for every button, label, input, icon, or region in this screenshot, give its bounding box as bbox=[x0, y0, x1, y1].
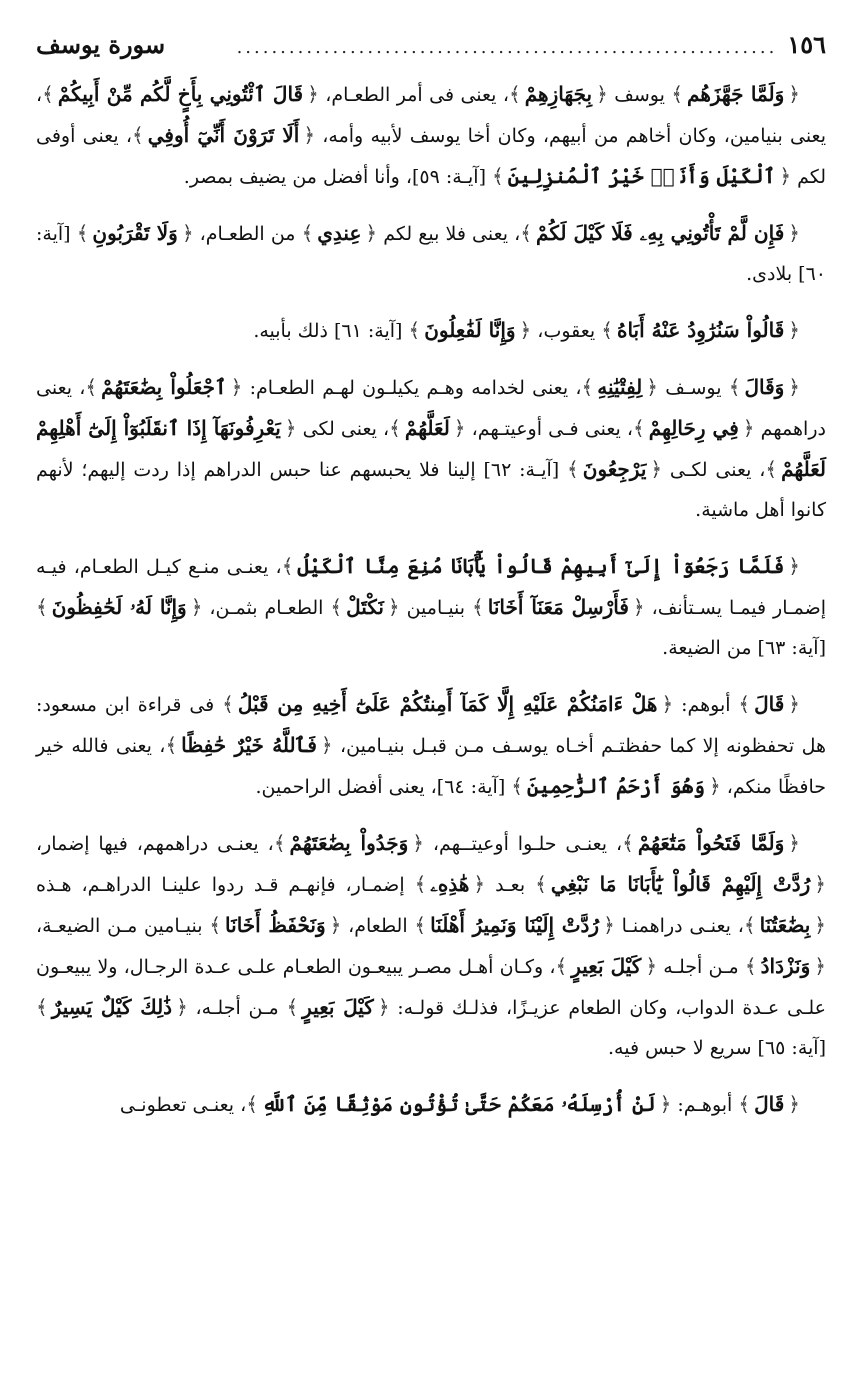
quran-verse-quote: ﴿ يَعْرِفُونَهَآ إِذَا ٱنقَلَبُوٓاْ إِلَىٰٓ أَهْلِهِمْ لَعَلَّهُمْ ﴾ bbox=[36, 416, 826, 481]
quran-verse-quote: ﴿ بِضَٰعَتُنَا ﴾ bbox=[744, 913, 826, 937]
commentary-text: [آية: ٦٠] بلادى. bbox=[36, 223, 826, 285]
quran-verse-quote: ﴿ وَقَالَ ﴾ bbox=[729, 375, 800, 399]
quran-verse-quote: ﴿ قَالَ ﴾ bbox=[738, 1092, 800, 1116]
commentary-text: [آيـة: ٦٢] إلينا فلا يحبسهم عنا حبس الدراهم إذا ردت إليهم؛ لأنهم كانوا أهل ماشية. bbox=[36, 459, 826, 521]
commentary-paragraph bbox=[36, 1084, 826, 1125]
commentary-body bbox=[36, 74, 826, 1125]
surah-title: سورة يوسف bbox=[36, 30, 166, 59]
commentary-text: بعـد bbox=[485, 874, 536, 896]
page-number: ١٥٦ bbox=[787, 30, 826, 59]
commentary-text: ، يعنى لكى bbox=[296, 418, 390, 440]
quran-verse-quote: ﴿ أَلَا تَرَوْنَ أَنِّيٓ أُوفِي ﴾ bbox=[132, 123, 315, 147]
quran-verse-quote: ﴿ وَلَمَّا فَتَحُواْ مَتَٰعَهُمْ ﴾ bbox=[622, 831, 800, 855]
commentary-paragraph bbox=[36, 367, 826, 530]
commentary-text: ، يعنى بنيامين، وكان أخاهم من أبيهم، وكان أخا يوسف لأبيه وأمه، bbox=[36, 84, 827, 147]
commentary-text: ، يعنى لكـى bbox=[662, 459, 766, 481]
book-page bbox=[36, 30, 826, 1141]
commentary-paragraph bbox=[36, 74, 826, 197]
commentary-text: ، وكـان أهـل مصـر يبيعـون الطعـام علـى عـدة الرجـال، ولا يبيعـون علـى عـدة الدواب، وكان الطعام عزيـزًا، فذلـك قولـه: bbox=[36, 956, 826, 1019]
commentary-text: ، يعنـى حلـوا أوعيتــهم، bbox=[423, 833, 623, 855]
quran-verse-quote: ﴿ هَٰذِهِۦ ﴾ bbox=[415, 872, 486, 896]
commentary-text: الطعـام بثمـن، bbox=[202, 597, 331, 619]
running-header bbox=[36, 30, 826, 74]
quran-verse-quote: ﴿ ٱلْكَيْلَ وَأَنَا۠ خَيْرُ ٱلْمُنزِلِينَ ﴾ bbox=[492, 164, 791, 188]
quran-verse-quote: ﴿ وَإِنَّا لَهُۥ لَحَٰفِظُونَ ﴾ bbox=[36, 595, 202, 619]
commentary-text: الطعام، bbox=[341, 915, 415, 937]
quran-verse-quote: ﴿ وَهُوَ أَرْحَمُ ٱلرَّٰحِمِينَ ﴾ bbox=[511, 774, 720, 798]
quran-verse-quote: ﴿ لَنْ أُرْسِلَهُۥ مَعَكُمْ حَتَّىٰ تُؤْتُونِ مَوْثِقًا مِّنَ ٱللَّهِ ﴾ bbox=[246, 1092, 671, 1116]
commentary-text: ، يعنى دراهمهم bbox=[36, 377, 826, 440]
quran-verse-quote: ﴿ فَأَرْسِلْ مَعَنَآ أَخَانَا ﴾ bbox=[472, 595, 645, 619]
commentary-text: مـن أجلـه bbox=[657, 956, 745, 978]
quran-verse-quote: ﴿ لَعَلَّهُمْ ﴾ bbox=[389, 416, 465, 440]
quran-verse-quote: ﴿ قَالَ ﴾ bbox=[738, 692, 800, 716]
commentary-paragraph bbox=[36, 684, 826, 807]
commentary-paragraph bbox=[36, 546, 826, 668]
quran-verse-quote: ﴿ عِندِي ﴾ bbox=[302, 221, 378, 245]
quran-verse-quote: ﴿ قَالَ ٱئْتُونِي بِأَخٍ لَّكُم مِّنْ أَبِيكُمْ ﴾ bbox=[42, 82, 319, 106]
quran-verse-quote: ﴿ فَإِن لَّمْ تَأْتُونِي بِهِۦ فَلَا كَيْلَ لَكُمْ ﴾ bbox=[520, 221, 800, 245]
commentary-text: يوسف bbox=[607, 84, 672, 106]
commentary-text: ، يعنى فلا بيع لكم bbox=[377, 223, 521, 245]
quran-verse-quote: ﴿ هَلْ ءَامَنُكُمْ عَلَيْهِ إِلَّا كَمَآ أَمِنتُكُمْ عَلَىٰٓ أَخِيهِ مِن قَبْلُ ﴾ bbox=[222, 692, 673, 716]
commentary-paragraph bbox=[36, 213, 826, 294]
quran-verse-quote: ﴿ وَلَمَّا جَهَّزَهُم ﴾ bbox=[671, 82, 800, 106]
commentary-text: [آية: ٦٣] من الضيعة. bbox=[662, 637, 826, 659]
commentary-text: إضمـار، فإنهـم قـد ردوا علينـا الدراهـم، هـذه bbox=[36, 874, 415, 896]
commentary-text: ، يعنـى تعطونـى bbox=[119, 1094, 247, 1116]
commentary-text: [آية: ٦٥] سريع لا حبس فيه. bbox=[608, 1037, 826, 1059]
quran-verse-quote: ﴿ وَجَدُواْ بِضَٰعَتَهُمْ ﴾ bbox=[274, 831, 424, 855]
commentary-text: [آية: ٦٤]، يعنى أفضل الراحمين. bbox=[255, 776, 512, 798]
commentary-text: ، يعنى فالله خير حافظًا منكم، bbox=[36, 735, 826, 798]
commentary-paragraph bbox=[36, 310, 826, 351]
commentary-text: ، يعنى فـى أوعيتـهم، bbox=[465, 418, 634, 440]
quran-verse-quote: ﴿ وَنَزْدَادُ ﴾ bbox=[745, 954, 826, 978]
quran-verse-quote: ﴿ نَكْتَلْ ﴾ bbox=[330, 595, 399, 619]
commentary-text: [آيـة: ٥٩]، وأنا أفضل من يضيف بمصر. bbox=[183, 166, 493, 188]
commentary-text: أبوهم: bbox=[673, 694, 739, 716]
commentary-text: ، يعنى أوفى لكم bbox=[36, 125, 826, 188]
commentary-text: [آية: ٦١] ذلك بأبيه. bbox=[253, 320, 409, 342]
commentary-text: يعقوب، bbox=[531, 320, 602, 342]
commentary-text: مـن أجلـه، bbox=[187, 997, 287, 1019]
quran-verse-quote: ﴿ وَنَحْفَظُ أَخَانَا ﴾ bbox=[209, 913, 341, 937]
quran-verse-quote: ﴿ وَإِنَّا لَفَٰعِلُونَ ﴾ bbox=[408, 318, 531, 342]
quran-verse-quote: ﴿ لِفِتْيَٰنِهِ ﴾ bbox=[582, 375, 658, 399]
quran-verse-quote: ﴿ وَلَا تَقْرَبُونِ ﴾ bbox=[77, 221, 194, 245]
commentary-paragraph bbox=[36, 823, 826, 1068]
commentary-text: ، يعنـى دراهمنـا bbox=[614, 915, 744, 937]
quran-verse-quote: ﴿ كَيْلَ بَعِيرٍ ﴾ bbox=[556, 954, 658, 978]
quran-verse-quote: ﴿ ٱجْعَلُواْ بِضَٰعَتَهُمْ ﴾ bbox=[85, 375, 242, 399]
quran-verse-quote: ﴿ قَالُواْ سَنُرَٰوِدُ عَنْهُ أَبَاهُ ﴾ bbox=[601, 318, 800, 342]
commentary-text: ، يعنـى دراهمهم، فيها إضمار، bbox=[36, 833, 274, 855]
quran-verse-quote: ﴿ رُدَّتْ إِلَيْنَا وَنَمِيرُ أَهْلَنَا ﴾ bbox=[414, 913, 614, 937]
quran-verse-quote: ﴿ فَلَمَّا رَجَعُوٓاْ إِلَىٰٓ أَبِيهِمْ قَالُواْ يَٰٓأَبَانَا مُنِعَ مِنَّا ٱلْكَيْلُ ﴾ bbox=[282, 554, 800, 578]
commentary-text: يوسـف bbox=[658, 377, 729, 399]
dotted-leader: .............................................................. bbox=[236, 37, 778, 58]
quran-verse-quote: ﴿ يَرْجِعُونَ ﴾ bbox=[567, 457, 662, 481]
quran-verse-quote: ﴿ فِي رِحَالِهِمْ ﴾ bbox=[633, 416, 754, 440]
quran-verse-quote: ﴿ رُدَّتْ إِلَيْهِمْ قَالُواْ يَٰٓأَبَانَا مَا نَبْغِي ﴾ bbox=[535, 872, 826, 896]
commentary-text: بنيـامين bbox=[399, 597, 473, 619]
quran-verse-quote: ﴿ فَٱللَّهُ خَيْرٌ حَٰفِظًا ﴾ bbox=[165, 733, 332, 757]
commentary-text: فى قراءة ابن مسعود: هل تحفظونه إلا كما حفظتـم أخـاه يوسـف مـن قبـل بنيـامين، bbox=[36, 694, 827, 757]
commentary-text: ، يعنى لخدامه وهـم يكيلـون لهـم الطعـام: bbox=[242, 377, 582, 399]
quran-verse-quote: ﴿ ذَٰلِكَ كَيْلٌ يَسِيرٌ ﴾ bbox=[36, 995, 188, 1019]
commentary-text: من الطعـام، bbox=[193, 223, 302, 245]
commentary-text: بنيـامين مـن الضيعـة، bbox=[36, 915, 210, 937]
quran-verse-quote: ﴿ بِجَهَازِهِمْ ﴾ bbox=[509, 82, 608, 106]
commentary-text: أبوهـم: bbox=[671, 1094, 739, 1116]
quran-verse-quote: ﴿ كَيْلَ بَعِيرٍ ﴾ bbox=[286, 995, 389, 1019]
commentary-text: ، يعنـى منـع كيـل الطعـام، فيـه إضمـار فيمـا يسـتأنف، bbox=[36, 556, 826, 619]
commentary-text: ، يعنى فى أمر الطعـام، bbox=[318, 84, 510, 106]
